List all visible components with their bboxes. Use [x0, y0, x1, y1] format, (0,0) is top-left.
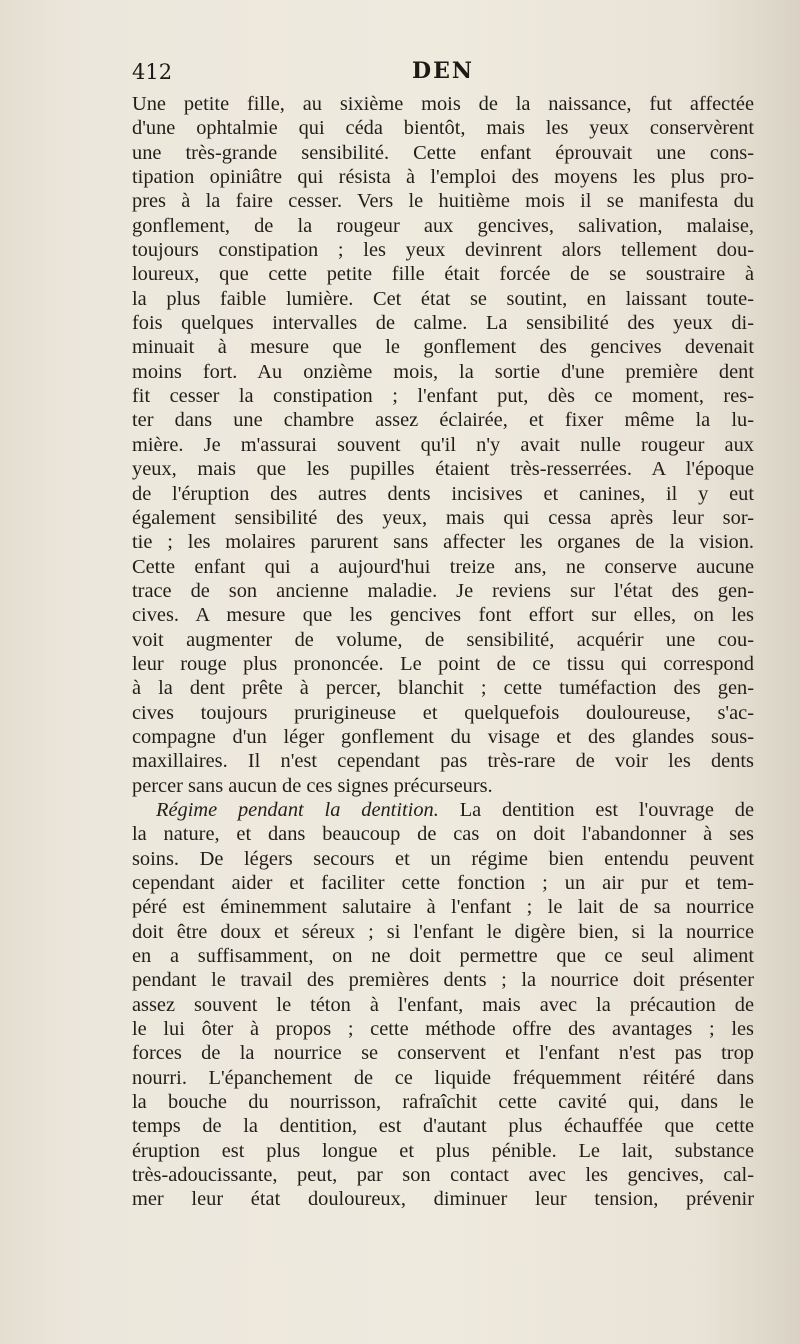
text-line: gonflement, de la rougeur aux gencives, salivation, malaise, — [132, 214, 754, 237]
text-line: soins. De légers secours et un régime bien entendu peuvent — [132, 847, 754, 870]
text-line: doit être doux et séreux ; si l'enfant le digère bien, si la nourrice — [132, 920, 754, 943]
text-line: pres à la faire cesser. Vers le huitième mois il se manifesta du — [132, 190, 754, 213]
running-head: DEN — [412, 58, 474, 84]
text-line: temps de la dentition, est d'autant plus échauffée que cette — [132, 1115, 754, 1138]
text-line: compagne d'un léger gonflement du visage et des glandes sous- — [132, 725, 754, 748]
text-line: ter dans une chambre assez éclairée, et fixer même la lu- — [132, 409, 754, 432]
text-line: fit cesser la constipation ; l'enfant put, dès ce moment, res- — [132, 385, 754, 408]
text-line: loureux, que cette petite fille était forcée de se soustraire à — [132, 263, 754, 286]
text-line: péré est éminemment salutaire à l'enfant ; le lait de sa nourrice — [132, 896, 754, 919]
text-line: nourri. L'épanchement de ce liquide fréquemment réitéré dans — [132, 1066, 754, 1089]
paragraph-2 — [132, 798, 754, 1212]
text-line: le lui ôter à propos ; cette méthode offre des avantages ; les — [132, 1018, 754, 1041]
body-text — [132, 92, 754, 1212]
text-line: yeux, mais que les pupilles étaient très-resserrées. A l'époque — [132, 458, 754, 481]
text-line: percer sans aucun de ces signes précurseurs. — [132, 774, 493, 797]
text-line: assez souvent le téton à l'enfant, mais avec la précaution de — [132, 993, 754, 1016]
text-line: à la dent prête à percer, blanchit ; cette tuméfaction des gen- — [132, 677, 754, 700]
text-line: pendant le travail des premières dents ; la nourrice doit présenter — [132, 969, 754, 992]
text-line: mer leur état douloureux, diminuer leur tension, prévenir — [132, 1188, 754, 1211]
text-line: maxillaires. Il n'est cependant pas très-rare de voir les dents — [132, 750, 754, 773]
text-line: Une petite fille, au sixième mois de la naissance, fut affectée — [132, 93, 754, 115]
text-line: minuait à mesure que le gonflement des gencives devenait — [132, 336, 754, 359]
page-header — [132, 58, 754, 88]
text-line: la nature, et dans beaucoup de cas on doit l'abandonner à ses — [132, 823, 754, 846]
text-line: tie ; les molaires parurent sans affecter les organes de la vision. — [132, 531, 754, 554]
text-line: très-adoucissante, peut, par son contact avec les gencives, cal- — [132, 1164, 754, 1187]
text-line — [132, 798, 754, 822]
text-line: voit augmenter de volume, de sensibilité, acquérir une cou- — [132, 628, 754, 651]
text-line: cependant aider et faciliter cette fonction ; un air pur et tem- — [132, 872, 754, 894]
text-line: en a suffisamment, on ne doit permettre que ce seul aliment — [132, 945, 754, 968]
text-line: toujours constipation ; les yeux devinrent alors tellement dou- — [132, 239, 754, 262]
section-subheading: Régime pendant la dentition. — [156, 798, 439, 821]
page-number: 412 — [132, 60, 173, 84]
text-line: cives toujours prurigineuse et quelquefois douloureuse, s'ac- — [132, 701, 754, 724]
text-line: la bouche du nourrisson, rafraîchit cette cavité qui, dans le — [132, 1091, 754, 1114]
text-line: éruption est plus longue et plus pénible. Le lait, substance — [132, 1139, 754, 1162]
text-line: leur rouge plus prononcée. Le point de ce tissu qui correspond — [132, 652, 754, 675]
paragraph-1 — [132, 92, 754, 798]
text-line: fois quelques intervalles de calme. La sensibilité des yeux di- — [132, 312, 754, 335]
text-line: Cette enfant qui a aujourd'hui treize ans, ne conserve aucune — [132, 555, 754, 578]
text-line: trace de son ancienne maladie. Je reviens sur l'état des gen- — [132, 579, 754, 602]
text-line: mière. Je m'assurai souvent qu'il n'y avait nulle rougeur aux — [132, 433, 754, 456]
text-line: forces de la nourrice se conservent et l'enfant n'est pas trop — [132, 1042, 754, 1065]
text-line: d'une ophtalmie qui céda bientôt, mais les yeux conservèrent — [132, 117, 754, 140]
text-line: tipation opiniâtre qui résista à l'emploi des moyens les plus pro- — [132, 166, 754, 189]
text-line-rest: La dentition est l'ouvrage de — [438, 798, 754, 821]
text-line: cives. A mesure que les gencives font effort sur elles, on les — [132, 604, 754, 627]
text-line: de l'éruption des autres dents incisives et canines, il y eut — [132, 482, 754, 505]
text-line: moins fort. Au onzième mois, la sortie d'une première dent — [132, 360, 754, 383]
text-line: une très-grande sensibilité. Cette enfant éprouvait une cons- — [132, 141, 754, 164]
text-line: également sensibilité des yeux, mais qui cessa après leur sor- — [132, 506, 754, 529]
text-line: la plus faible lumière. Cet état se soutint, en laissant toute- — [132, 287, 754, 310]
